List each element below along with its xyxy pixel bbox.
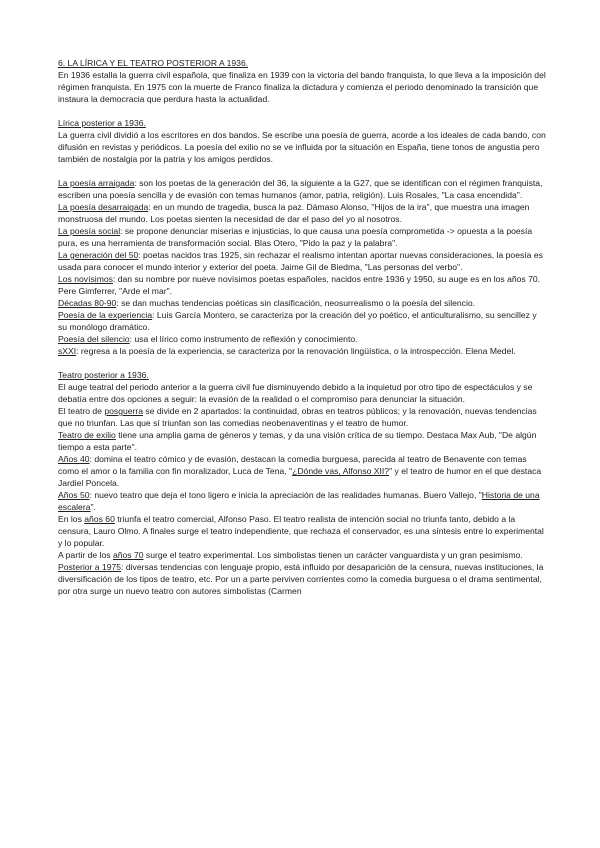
work-title: Historia de una escalera [58, 490, 540, 512]
lirica-item [58, 345, 548, 357]
text-run: ". [90, 502, 96, 512]
lirica-item [58, 177, 548, 201]
text-run: surge el teatro experimental. Los simbolistas tienen un carácter vanguardista y un gran pesimismo. [143, 550, 523, 560]
work-title: ¿Dónde vas, Alfonso XII? [292, 466, 390, 476]
teatro-term: Años 40 [58, 454, 90, 464]
text-run: se divide en 2 apartados: la continuidad, obras en teatros públicos; y la renovación, nuevas tendencias que no triunfan. Las que sí triunfan son las comedias neobenaventinas y el teatro de humor. [58, 406, 537, 428]
intro-paragraph: En 1936 estalla la guerra civil española, que finaliza en 1939 con la victoria del bando franquista, lo que lleva a la imposición del régimen franquista. En 1975 con la muerte de Franco finaliza la dictadura y comienza el periodo denominado la transición que instaura la democracia que perdura hasta la actualidad. [58, 70, 546, 104]
text-run: El teatro de [58, 406, 105, 416]
teatro-1975-paragraph [58, 561, 548, 597]
teatro-posguerra-paragraph [58, 405, 548, 429]
lirica-item [58, 273, 548, 297]
lirica-item-text: : Luis García Montero, se caracteriza por la creación del yo poético, el anticulturalismo, su sencillez y su monólogo dramático. [58, 310, 537, 332]
lirica-item [58, 201, 548, 225]
lirica-item-text: : en un mundo de tragedia, busca la paz. Dámaso Alonso, "Hijos de la ira", que muestra una imagen monstruosa del mundo. Los poetas sienten la necesidad de dar el paso del yo al nosotros. [58, 202, 530, 224]
teatro-60-paragraph [58, 513, 548, 549]
lirica-item-text: : se propone denunciar miserias e injusticias, lo que causa una poesía comprometida -> opuesta a la poesía pura, es una herramienta de transformación social. Blas Otero, "Pido la paz y la palabra". [58, 226, 533, 248]
teatro-intro: El auge teatral del periodo anterior a la guerra civil fue disminuyendo debido a la inquietud por otro tipo de espectáculos y se debatía entre dos opciones a seguir: la evasión de la realidad o el compromiso para denunciar la situación. [58, 382, 533, 404]
text-run: : domina el teatro cómico y de evasión, destacan la comedia burguesa, parecida al teatro de Benavente con temas como el amor o la familia con fin moralizador, Luca de Tena, " [58, 454, 527, 476]
lirica-item-term: Poesía del silencio [58, 334, 130, 344]
lirica-item-text: : poetas nacidos tras 1925, sin rechazar el realismo intentan aportar nuevas consideraciones, la poesía es usada para conocer el mundo interior y exterior del poeta. Jaime Gil de Biedma, "Las personas del verbo". [58, 250, 543, 272]
text-run: : nuevo teatro que deja el tono ligero e inicia la apreciación de las realidades humanas. Buero Vallejo, " [89, 490, 482, 500]
lirica-item-text: : regresa a la poesía de la experiencia, se caracteriza por la renovación lingüística, o la introspección. Elena Medel. [76, 346, 516, 356]
lirica-item-term: Décadas 80-90 [58, 298, 117, 308]
lirica-item-term: La poesía social [58, 226, 121, 236]
lirica-item [58, 297, 548, 309]
lirica-item-text: : dan su nombre por nueve novísimos poetas españoles, nacidos entre 1936 y 1950, su auge es en los años 70. Pere Gimferrer, "Arde el mar". [58, 274, 541, 296]
lirica-heading: Lírica posterior a 1936. [58, 118, 146, 128]
lirica-item-text: : se dan muchas tendencias poéticas sin clasificación, neosurrealismo o la poesía del silencio. [116, 298, 476, 308]
lirica-item [58, 309, 548, 333]
lirica-item-term: La generación del 50 [58, 250, 139, 260]
lirica-item-term: La poesía desarraigada [58, 202, 149, 212]
teatro-term: años 60 [84, 514, 115, 524]
text-run: tiene una amplia gama de géneros y temas, y da una visión crítica de su tiempo. Destaca Max Aub, "De algún tiempo a esta parte". [58, 430, 537, 452]
teatro-exilio-paragraph [58, 429, 548, 453]
spacer [58, 165, 548, 177]
lirica-item-text: : son los poetas de la generación del 36, la siguiente a la G27, que se identifican con el régimen franquista, escriben una poesía sencilla y de evasión con temas humanos (amor, patria, religión). Luis Rosales, "La casa encendida". [58, 178, 543, 200]
lirica-item-term: Poesía de la experiencia [58, 310, 153, 320]
text-run: En los [58, 514, 85, 524]
lirica-item [58, 225, 548, 249]
text-run: A partir de los [58, 550, 113, 560]
lirica-item-term: sXXI [58, 346, 77, 356]
text-run: triunfa el teatro comercial, Alfonso Paso. El teatro realista de intención social no triunfa tanto, debido a la censura, Lauro Olmo. A finales surge el teatro independiente, que rechaza el conservador, es una síntesis entre lo experimental y lo popular. [58, 514, 544, 548]
lirica-item [58, 333, 548, 345]
text-run: : diversas tendencias con lenguaje propio, está influido por desaparición de la censura, nuevas instituciones, la diversificación de los tipos de teatro, etc. Por un a parte perviven corrientes como la comedia burguesa o el drama sentimental, por otra surge un nuevo teatro con autores simbolistas (Carmen [58, 562, 544, 596]
teatro-term: años 70 [112, 550, 144, 560]
teatro-heading: Teatro posterior a 1936. [58, 370, 149, 380]
teatro-term: posguerra [104, 406, 144, 416]
lirica-item-text: : usa el lírico como instrumento de reflexión y conocimiento. [129, 334, 358, 344]
teatro-term: Años 50 [58, 490, 90, 500]
teatro-term: Teatro de exilio [58, 430, 116, 440]
teatro-term: Posterior a 1975 [58, 562, 122, 572]
teatro-40-paragraph [58, 453, 548, 489]
document-title: 6. LA LÍRICA Y EL TEATRO POSTERIOR A 1936. [58, 58, 249, 68]
spacer [58, 357, 548, 369]
text-run: " y el teatro de humor en el que destaca Jardiel Poncela. [58, 466, 542, 488]
lirica-item-term: La poesía arraigada [58, 178, 135, 188]
lirica-item-term: Los novísimos [58, 274, 113, 284]
teatro-70-paragraph [58, 549, 548, 561]
lirica-intro: La guerra civil dividió a los escritores en dos bandos. Se escribe una poesía de guerra, acorde a los ideales de cada bando, con difusión en revistas y periódicos. La poesía del exilio no se ve influida por la situación en España, tiene tonos de angustia pero también de nostalgia por la patria y los amigos perdidos. [58, 130, 546, 164]
document-page [58, 57, 548, 597]
teatro-50-paragraph [58, 489, 548, 513]
spacer [58, 105, 548, 117]
lirica-item [58, 249, 548, 273]
